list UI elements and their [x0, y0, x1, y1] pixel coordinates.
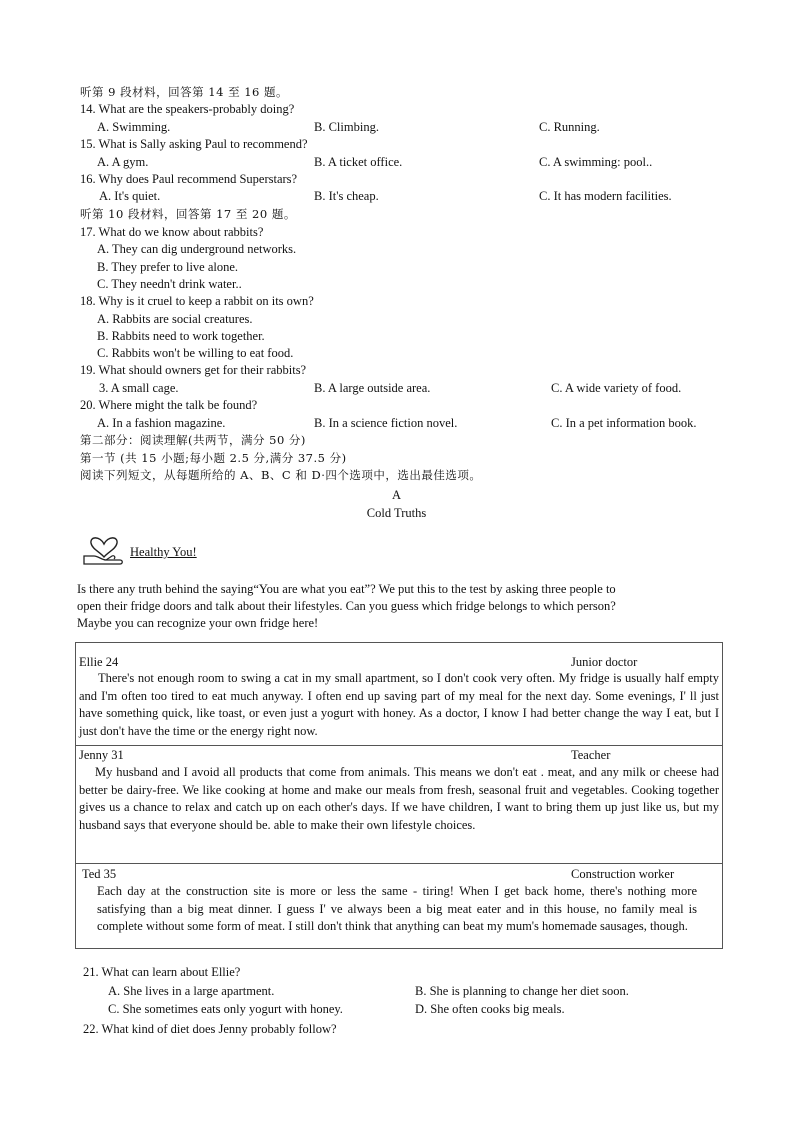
q19-option-a: 3. A small cage. — [99, 381, 179, 395]
q20-option-a: A. In a fashion magazine. — [97, 416, 226, 430]
ted-name: Ted 35 — [82, 867, 117, 881]
question-16: 16. Why does Paul recommend Superstars? — [80, 172, 298, 186]
jenny-job: Teacher — [571, 748, 611, 762]
profiles-table — [75, 642, 723, 949]
q17-option-c: C. They needn't drink water.. — [97, 277, 242, 291]
q17-option-a: A. They can dig underground networks. — [97, 242, 297, 256]
question-15: 15. What is Sally asking Paul to recommend? — [80, 137, 308, 151]
section-10-instruction: 听第 10 段材料，回答第 17 至 20 题。 — [80, 207, 296, 221]
ellie-name: Ellie 24 — [79, 655, 119, 669]
q15-option-c: C. A swimming: pool.. — [539, 155, 653, 169]
ted-text: Each day at the construction site is more or less the same - tiring! When I get back home, there's nothing more satisfying than a big meat dinner. I guess I' ve always been a big meat eater and in this house, no family meal is complete without some form of meat. I still don't think that anything can beat my mum's homemade sausages, though. — [97, 884, 697, 933]
jenny-text: My husband and I avoid all products that come from animals. This means we don't eat . meat, and any milk or cheese had better be dairy-free. We like cooking at home and make our meals from fresh, seasonal fruit and vegetables. Cooking together gives us a chance to relax and catch up on each other's days. If we have children, I want to bring them up just like us, but my husband says that everyone should be. able to make their own lifestyle choices. — [79, 765, 719, 832]
q14-option-b: B. Climbing. — [314, 120, 379, 134]
q14-option-c: C. Running. — [539, 120, 600, 134]
intro-line-3: Maybe you can recognize your own fridge here! — [77, 616, 319, 630]
part-2-heading: 第二部分：阅读理解(共两节，满分 50 分) — [80, 433, 306, 447]
question-22: 22. What kind of diet does Jenny probably follow? — [83, 1022, 337, 1036]
question-14: 14. What are the speakers-probably doing? — [80, 102, 295, 116]
jenny-name: Jenny 31 — [79, 748, 124, 762]
q19-option-b: B. A large outside area. — [314, 381, 431, 395]
q16-option-b: B. It's cheap. — [314, 189, 379, 203]
row-divider — [76, 745, 722, 746]
q16-option-c: C. It has modern facilities. — [539, 189, 672, 203]
question-17: 17. What do we know about rabbits? — [80, 225, 264, 239]
question-18: 18. Why is it cruel to keep a rabbit on its own? — [80, 294, 314, 308]
intro-line-2: open their fridge doors and talk about their lifestyles. Can you guess which fridge belongs to which person? — [77, 599, 616, 613]
q18-option-a: A. Rabbits are social creatures. — [97, 312, 253, 326]
ellie-text: There's not enough room to swing a cat in my small apartment, so I don't cook very often. My fridge is usually half empty and I'm often too tired to eat much anyway. I often end up saving part of my meal for the next day. Some evenings, I' ll just have something quick, like toast, or even just a yogurt with honey. As a doctor, I know I had better change the way I eat, but I just don't have the time or the energy right now. — [79, 671, 719, 738]
q14-option-a: A. Swimming. — [97, 120, 171, 134]
q21-option-c: C. She sometimes eats only yogurt with honey. — [108, 1002, 343, 1016]
healthy-you-logo-text: Healthy You! — [130, 545, 197, 559]
row-divider — [76, 863, 722, 864]
q16-option-a: A. It's quiet. — [99, 189, 161, 203]
q21-option-d: D. She often cooks big meals. — [415, 1002, 565, 1016]
q21-option-a: A. She lives in a large apartment. — [108, 984, 275, 998]
q15-option-b: B. A ticket office. — [314, 155, 403, 169]
q18-option-c: C. Rabbits won't be willing to eat food. — [97, 346, 294, 360]
intro-line-1: Is there any truth behind the saying“You are what you eat”? We put this to the test by asking three people to — [77, 582, 616, 596]
passage-title: Cold Truths — [366, 506, 427, 520]
q18-option-b: B. Rabbits need to work together. — [97, 329, 265, 343]
q21-option-b: B. She is planning to change her diet soon. — [415, 984, 629, 998]
heart-hand-icon — [82, 530, 128, 570]
ellie-job: Junior doctor — [571, 655, 638, 669]
section-9-instruction: 听第 9 段材料，回答第 14 至 16 题。 — [80, 85, 289, 99]
q17-option-b: B. They prefer to live alone. — [97, 260, 239, 274]
q19-option-c: C. A wide variety of food. — [551, 381, 682, 395]
question-20: 20. Where might the talk be found? — [80, 398, 258, 412]
q20-option-b: B. In a science fiction novel. — [314, 416, 458, 430]
passage-letter: A — [391, 488, 402, 502]
q15-option-a: A. A gym. — [97, 155, 149, 169]
question-19: 19. What should owners get for their rabbits? — [80, 363, 307, 377]
ted-job: Construction worker — [571, 867, 675, 881]
q20-option-c: C. In a pet information book. — [551, 416, 697, 430]
question-21: 21. What can learn about Ellie? — [83, 965, 241, 979]
section-1-heading: 第一节 (共 15 小题;每小题 2.5 分,满分 37.5 分) — [80, 451, 347, 465]
reading-instruction: 阅读下列短文，从每题所给的 A、B、C 和 D·四个选项中，选出最佳选项。 — [80, 468, 482, 482]
